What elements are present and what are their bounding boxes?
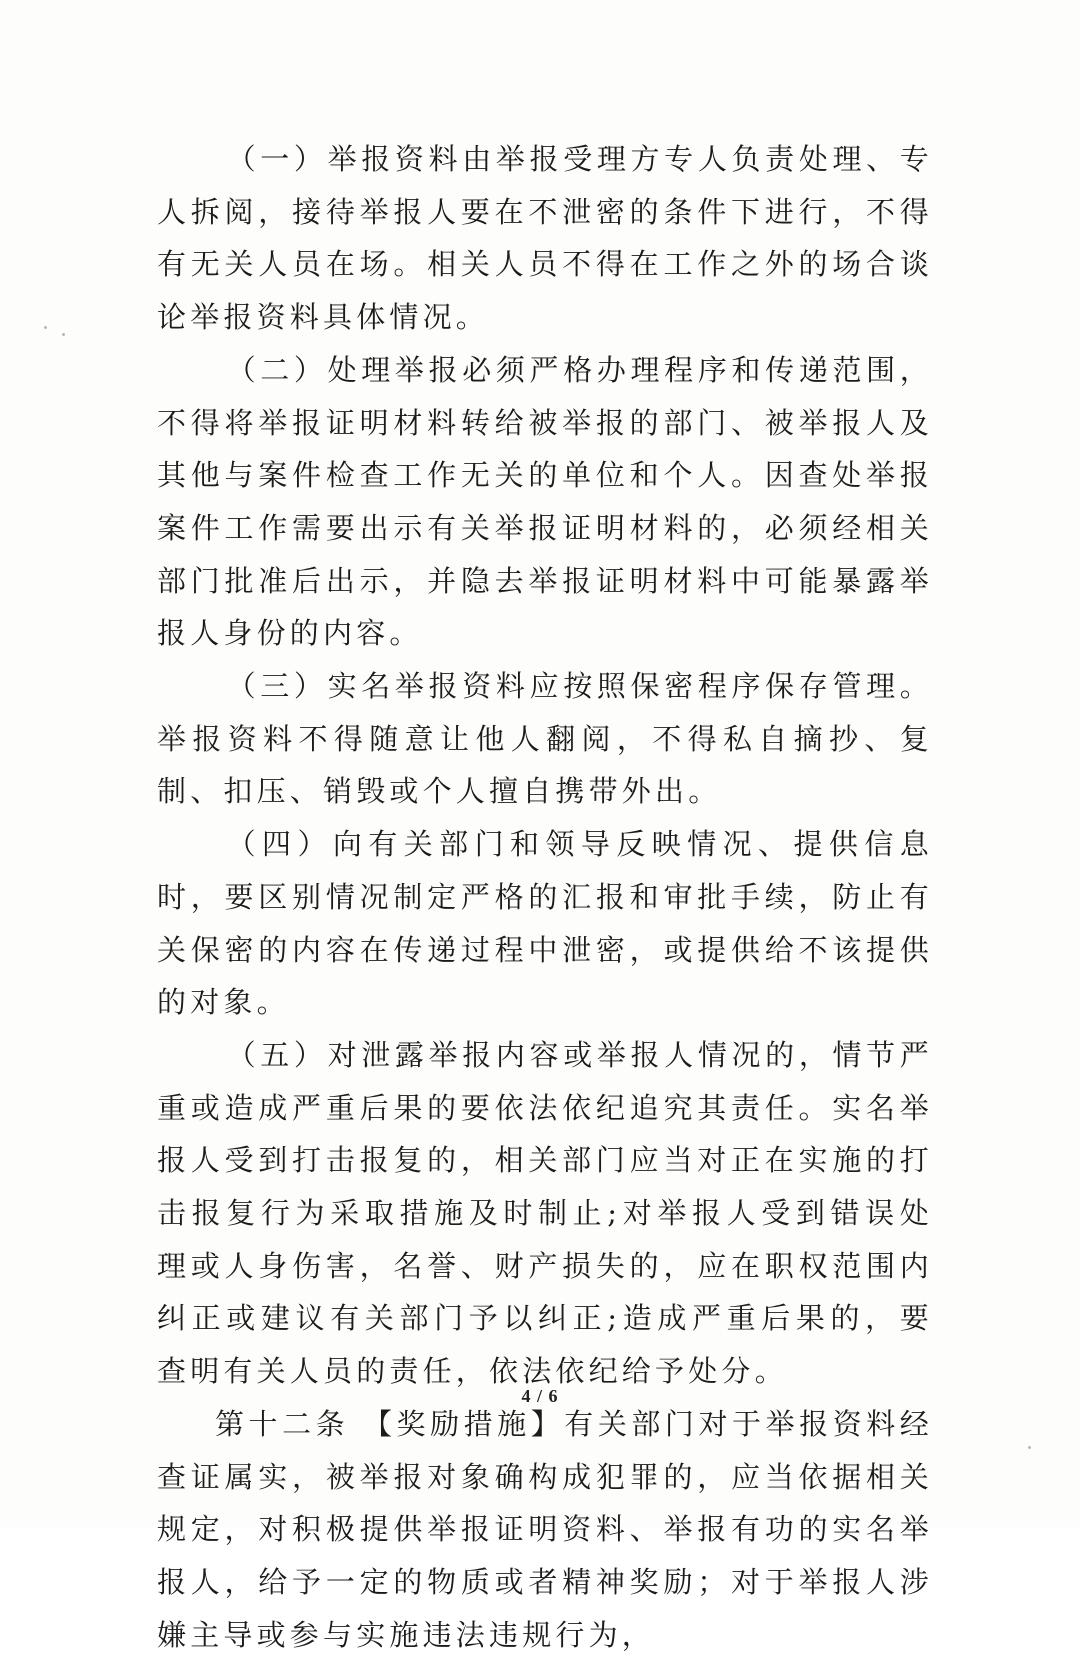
page-number: 4 / 6 (521, 1386, 559, 1406)
article-12-paragraph: 第十二条 【奖励措施】有关部门对于举报资料经查证属实，被举报对象确构成犯罪的，应当依据相关规定，对积极提供举报证明资料、举报有功的实名举报人，给予一定的物质或者精神奖励；对于举报人涉嫌主导或参与实施违法违规行为， (157, 1406, 933, 1652)
paragraph-5: （五）对泄露举报内容或举报人情况的，情节严重或造成严重后果的要依法依纪追究其责任。实名举报人受到打击报复的，相关部门应当对正在实施的打击报复行为采取措施及时制止;对举报人受到错误处理或人身伤害，名誉、财产损失的，应在职权范围内纠正或建议有关部门予以纠正;造成严重后果的，要查明有关人员的责任，依法依纪给予处分。 (157, 1037, 933, 1389)
scan-speck (44, 326, 47, 329)
paragraph-1: （一）举报资料由举报受理方专人负责处理、专人拆阅，接待举报人要在不泄密的条件下进行，不得有无关人员在场。相关人员不得在工作之外的场合谈论举报资料具体情况。 (157, 142, 933, 335)
paragraph-3: （三）实名举报资料应按照保密程序保存管理。举报资料不得随意让他人翻阅，不得私自摘抄、复制、扣压、销毁或个人擅自携带外出。 (157, 669, 933, 809)
scan-speck (62, 333, 65, 336)
paragraph-2: （二）处理举报必须严格办理程序和传递范围，不得将举报证明材料转给被举报的部门、被举报人及其他与案件检查工作无关的单位和个人。因查处举报案件工作需要出示有关举报证明材料的，必须经相关部门批准后出示，并隐去举报证明材料中可能暴露举报人身份的内容。 (157, 352, 933, 651)
document-body (157, 133, 933, 1661)
paragraph-4: （四）向有关部门和领导反映情况、提供信息时，要区别情况制定严格的汇报和审批手续，防止有关保密的内容在传递过程中泄密，或提供给不该提供的对象。 (157, 827, 933, 1020)
scan-speck (1028, 1446, 1031, 1449)
